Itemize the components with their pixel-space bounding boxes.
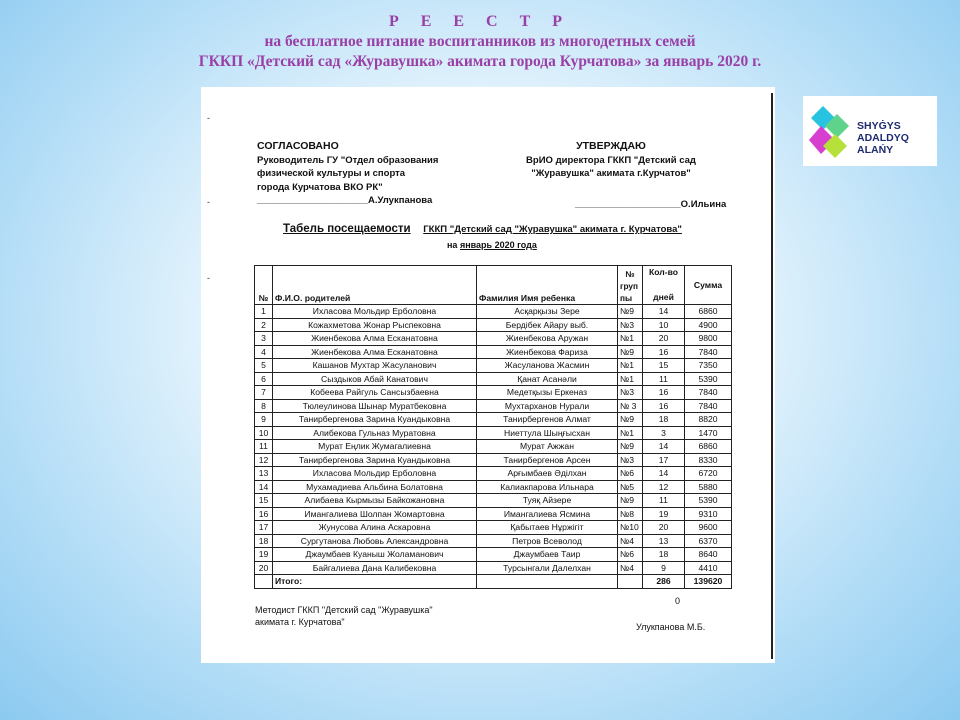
cell-days: 18	[643, 413, 685, 427]
col-header-group-l3: пы	[620, 293, 633, 303]
cell-days: 9	[643, 561, 685, 575]
cell-days: 20	[643, 521, 685, 535]
cell-no: 10	[255, 426, 273, 440]
cell-group: №1	[618, 426, 643, 440]
cell-sum: 1470	[685, 426, 732, 440]
cell-days: 3	[643, 426, 685, 440]
table-row	[255, 372, 732, 386]
tabel-period-prefix: на	[447, 240, 460, 250]
table-row	[255, 507, 732, 521]
cell-no: 19	[255, 548, 273, 562]
header-organization: ГККП «Детский сад «Журавушка» акимата города Курчатова» за январь 2020 г.	[198, 53, 762, 70]
cell-sum: 9310	[685, 507, 732, 521]
cell-no: 11	[255, 440, 273, 454]
metodist-line: Методист ГККП "Детский сад "Журавушка"	[255, 605, 433, 615]
col-header-group	[618, 266, 643, 305]
cell-sum: 6720	[685, 467, 732, 481]
agreed-title: СОГЛАСОВАНО	[257, 140, 339, 152]
table-row	[255, 399, 732, 413]
logo-icon	[809, 104, 853, 158]
metodist-signature: Улукпанова М.Б.	[636, 622, 706, 632]
tabel-title-main: Табель посещаемости	[283, 223, 411, 235]
cell-group: №9	[618, 440, 643, 454]
col-header-group-l1: №	[625, 269, 635, 279]
cell-no: 16	[255, 507, 273, 521]
table-row	[255, 359, 732, 373]
cell-days: 14	[643, 440, 685, 454]
cell-group: №1	[618, 332, 643, 346]
scan-mark: -	[207, 197, 210, 207]
cell-child: Жиенбекова Фариза	[477, 345, 618, 359]
cell-group: №8	[618, 507, 643, 521]
cell-parent: Алибекова Гульназ Муратовна	[273, 426, 477, 440]
cell-group: №1	[618, 372, 643, 386]
cell-group: №9	[618, 413, 643, 427]
cell-parent: Ихласова Мольдир Ерболовна	[273, 305, 477, 319]
cell-sum: 8640	[685, 548, 732, 562]
cell-parent: Тюлеулинова Шынар Муратбековна	[273, 399, 477, 413]
table-row	[255, 318, 732, 332]
cell-child: Петров Всеволод	[477, 534, 618, 548]
cell-parent: Жиенбекова Алма Есканатовна	[273, 332, 477, 346]
cell-group: №6	[618, 467, 643, 481]
agreed-line: города Курчатова ВКО РК"	[257, 181, 383, 193]
table-row	[255, 426, 732, 440]
scan-mark: -	[207, 273, 210, 283]
table-row	[255, 305, 732, 319]
table-row	[255, 534, 732, 548]
table-row	[255, 332, 732, 346]
cell-child: Жасуланова Жасмин	[477, 359, 618, 373]
cell-days: 13	[643, 534, 685, 548]
col-header-days-l2: дней	[653, 292, 674, 302]
table-header-row	[255, 266, 732, 305]
table-row	[255, 494, 732, 508]
approve-block	[511, 140, 711, 181]
col-header-days	[643, 266, 685, 305]
cell-group: №3	[618, 453, 643, 467]
cell-sum: 8330	[685, 453, 732, 467]
cell-sum: 8820	[685, 413, 732, 427]
cell-days: 16	[643, 345, 685, 359]
cell-parent: Мурат Еңлик Жумагалиевна	[273, 440, 477, 454]
cell-sum: 5390	[685, 494, 732, 508]
table-row	[255, 521, 732, 535]
cell-parent: Танирбергенова Зарина Куандыковна	[273, 413, 477, 427]
cell-no: 5	[255, 359, 273, 373]
cell-days: 14	[643, 305, 685, 319]
table-row	[255, 467, 732, 481]
table-row	[255, 480, 732, 494]
cell-no: 13	[255, 467, 273, 481]
cell-child: Асқарқызы Зере	[477, 305, 618, 319]
cell-group: №3	[618, 318, 643, 332]
metodist-line: акимата г. Курчатова"	[255, 617, 345, 627]
cell-no: 8	[255, 399, 273, 413]
cell-child: Калиакпарова Ильнара	[477, 480, 618, 494]
header-title: Р Е Е С Т Р	[388, 13, 572, 30]
cell-no: 4	[255, 345, 273, 359]
cell-group: №5	[618, 480, 643, 494]
col-header-child: Фамилия Имя ребенка	[477, 266, 618, 305]
cell-parent: Сыздыков Абай Канатович	[273, 372, 477, 386]
cell-days: 10	[643, 318, 685, 332]
cell-no: 2	[255, 318, 273, 332]
approve-line: ВрИО директора ГККП "Детский сад	[526, 154, 696, 166]
footer-zero: 0	[675, 596, 681, 606]
cell-sum: 9600	[685, 521, 732, 535]
tabel-period-value: январь 2020 года	[459, 240, 537, 250]
cell-sum: 7840	[685, 399, 732, 413]
cell-child: Танирбергенов Алмат	[477, 413, 618, 427]
cell-sum: 4410	[685, 561, 732, 575]
cell-child: Имангалиева Ясмина	[477, 507, 618, 521]
cell-sum: 6370	[685, 534, 732, 548]
cell-group: №4	[618, 561, 643, 575]
table-row	[255, 413, 732, 427]
cell-group: №10	[618, 521, 643, 535]
table-row	[255, 440, 732, 454]
tabel-title	[283, 223, 682, 235]
table-total-row	[255, 575, 732, 589]
total-label: Итого:	[273, 575, 477, 589]
cell-sum: 7840	[685, 386, 732, 400]
cell-group: №1	[618, 359, 643, 373]
cell-sum: 7350	[685, 359, 732, 373]
cell-parent: Имангалиева Шолпан Жомартовна	[273, 507, 477, 521]
cell-no: 1	[255, 305, 273, 319]
scanned-document	[201, 87, 775, 663]
cell-group: №3	[618, 386, 643, 400]
cell-no: 12	[255, 453, 273, 467]
col-header-parent: Ф.И.О. родителей	[273, 266, 477, 305]
agreed-signature: _____________________А.Улукпанова	[257, 195, 433, 206]
cell-child: Қанат Асанәли	[477, 372, 618, 386]
scan-mark: -	[207, 113, 210, 123]
total-sum: 139620	[685, 575, 732, 589]
table-body	[255, 305, 732, 575]
cell-no: 6	[255, 372, 273, 386]
total-cell	[618, 575, 643, 589]
cell-days: 11	[643, 494, 685, 508]
cell-no: 9	[255, 413, 273, 427]
cell-group: №9	[618, 305, 643, 319]
cell-days: 12	[643, 480, 685, 494]
cell-child: Бердібек Айару выб.	[477, 318, 618, 332]
cell-parent: Байгалиева Дана Калибековна	[273, 561, 477, 575]
cell-days: 11	[643, 372, 685, 386]
total-cell	[255, 575, 273, 589]
table-row	[255, 561, 732, 575]
page-header	[0, 12, 960, 72]
cell-days: 16	[643, 386, 685, 400]
total-cell	[477, 575, 618, 589]
cell-sum: 7840	[685, 345, 732, 359]
cell-parent: Танирбергенова Зарина Куандыковна	[273, 453, 477, 467]
cell-parent: Джаумбаев Куаныш Жоламанович	[273, 548, 477, 562]
logo-text	[857, 120, 937, 156]
col-header-sum: Сумма	[685, 266, 732, 305]
approve-title: УТВЕРЖДАЮ	[576, 140, 646, 152]
cell-parent: Алибаева Кырмызы Байкожановна	[273, 494, 477, 508]
cell-child: Жиенбекова Аружан	[477, 332, 618, 346]
cell-days: 18	[643, 548, 685, 562]
cell-days: 17	[643, 453, 685, 467]
cell-parent: Кожахметова Жонар Рыспековна	[273, 318, 477, 332]
scan-edge-line	[771, 93, 773, 659]
header-subtitle: на бесплатное питание воспитанников из многодетных семей	[264, 33, 696, 50]
cell-child: Мухтарханов Нурали	[477, 399, 618, 413]
cell-no: 15	[255, 494, 273, 508]
cell-child: Қабытаев Нұржігіт	[477, 521, 618, 535]
table-row	[255, 345, 732, 359]
cell-group: №4	[618, 534, 643, 548]
cell-sum: 5390	[685, 372, 732, 386]
cell-days: 16	[643, 399, 685, 413]
register-table	[254, 265, 732, 589]
cell-days: 20	[643, 332, 685, 346]
cell-child: Мурат Ажжан	[477, 440, 618, 454]
cell-child: Арғымбаев Әділхан	[477, 467, 618, 481]
table-row	[255, 386, 732, 400]
approve-signature: ____________________О.Ильина	[575, 199, 727, 210]
cell-group: №9	[618, 494, 643, 508]
table-row	[255, 453, 732, 467]
cell-sum: 5880	[685, 480, 732, 494]
cell-parent: Ихласова Мольдир Ерболовна	[273, 467, 477, 481]
cell-sum: 6860	[685, 440, 732, 454]
col-header-group-l2: груп	[620, 281, 639, 291]
cell-no: 17	[255, 521, 273, 535]
cell-sum: 4900	[685, 318, 732, 332]
total-days: 286	[643, 575, 685, 589]
cell-child: Ниеттула Шыңғысхан	[477, 426, 618, 440]
logo-text-line1: SHYĠYS	[857, 120, 901, 132]
cell-parent: Жиенбекова Алма Есканатовна	[273, 345, 477, 359]
cell-parent: Кобеева Райгуль Сансызбаевна	[273, 386, 477, 400]
cell-group: №6	[618, 548, 643, 562]
approve-line: "Журавушка" акимата г.Курчатов"	[531, 168, 691, 179]
cell-days: 19	[643, 507, 685, 521]
logo-text-line2: ADALDYQ ALAŃY	[857, 132, 909, 156]
tabel-title-org: ГККП "Детский сад "Журавушка" акимата г. Курчатова"	[423, 224, 682, 235]
cell-parent: Кашанов Мухтар Жасуланович	[273, 359, 477, 373]
cell-no: 7	[255, 386, 273, 400]
cell-no: 20	[255, 561, 273, 575]
cell-days: 15	[643, 359, 685, 373]
cell-no: 3	[255, 332, 273, 346]
cell-child: Медетқызы Еркеназ	[477, 386, 618, 400]
cell-group: № 3	[618, 399, 643, 413]
metodist-block	[255, 604, 433, 628]
cell-no: 18	[255, 534, 273, 548]
cell-days: 14	[643, 467, 685, 481]
agreed-line: Руководитель ГУ "Отдел образования	[257, 154, 439, 166]
cell-no: 14	[255, 480, 273, 494]
cell-sum: 9800	[685, 332, 732, 346]
cell-child: Туяқ Айзере	[477, 494, 618, 508]
cell-parent: Жунусова Алина Аскаровна	[273, 521, 477, 535]
agreed-line: физической культуры и спорта	[257, 168, 406, 179]
cell-child: Танирбергенов Арсен	[477, 453, 618, 467]
cell-sum: 6860	[685, 305, 732, 319]
col-header-days-l1: Кол-во	[648, 267, 679, 277]
logo	[803, 96, 937, 166]
table-row	[255, 548, 732, 562]
cell-child: Турсынгали Далелхан	[477, 561, 618, 575]
tabel-period	[447, 240, 537, 250]
cell-group: №9	[618, 345, 643, 359]
cell-parent: Сургутанова Любовь Александровна	[273, 534, 477, 548]
cell-child: Джаумбаев Таир	[477, 548, 618, 562]
cell-parent: Мухамадиева Альбина Болатовна	[273, 480, 477, 494]
agreed-block	[257, 140, 438, 208]
col-header-no: №	[255, 266, 273, 305]
